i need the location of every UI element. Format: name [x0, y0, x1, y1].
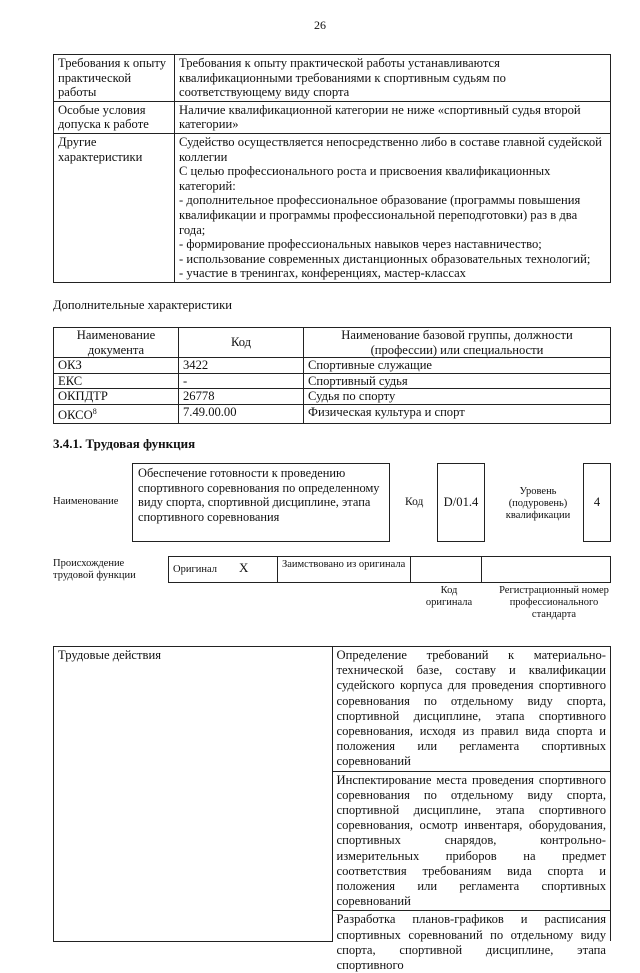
code-cell: 7.49.00.00	[179, 404, 304, 423]
line: - формирование профессиональных навыков через наставничество;	[179, 237, 542, 252]
code-cell: 3422	[179, 358, 304, 374]
table-row	[54, 358, 611, 374]
code-label: Код	[405, 496, 424, 508]
line: С целью профессионального роста и присвоения квалификационных категорий:	[179, 164, 551, 193]
column-header: Наименование базовой группы, должности (профессии) или специальности	[304, 328, 611, 358]
additional-characteristics-title: Дополнительные характеристики	[53, 298, 232, 312]
table-row	[54, 647, 611, 772]
additional-characteristics-table	[53, 327, 611, 424]
row-value: Наличие квалификационной категории не ниже «спортивный судья второй категории»	[175, 101, 611, 133]
column-header: Наименование документа	[54, 328, 179, 358]
row-label: Требования к опыту практической работы	[54, 55, 175, 102]
row-label: Особые условия допуска к работе	[54, 101, 175, 133]
table-row	[169, 557, 611, 583]
doc-cell	[54, 404, 179, 423]
labor-actions-label: Трудовые действия	[54, 647, 333, 942]
doc-cell: ОКЗ	[54, 358, 179, 374]
table-row	[54, 101, 611, 133]
section-title: 3.4.1. Трудовая функция	[53, 436, 196, 451]
page-number: 26	[314, 18, 326, 32]
name-cell: Спортивный судья	[304, 373, 611, 389]
level-label: Уровень (подуровень) квалификации	[505, 486, 571, 521]
table-row	[54, 133, 611, 282]
doc-text: ОКСО	[58, 408, 93, 423]
name-label: Наименование	[53, 496, 119, 507]
doc-cell: ЕКС	[54, 373, 179, 389]
doc-cell: ОКПДТР	[54, 389, 179, 405]
level-box: 4	[583, 463, 611, 542]
table-row	[54, 55, 611, 102]
row-value	[175, 133, 611, 282]
name-cell: Физическая культура и спорт	[304, 404, 611, 423]
code-caption: Код оригинала	[425, 585, 473, 608]
line: Судейство осуществляется непосредственно либо в составе главной судейской коллегии	[179, 134, 602, 164]
registration-caption: Регистрационный номер профессионального стандарта	[499, 585, 609, 620]
labor-action-item: Инспектирование места проведения спортивного соревнования по отдельному виду спорта, спортивной дисциплине, этапа спортивного соревнования, осмотр инвентаря, оборудования, спортивных снарядов, контрольно-измерительных приборов на предмет соответствия требованиям вида спорта и положения или регламента спортивных соревнований	[332, 771, 611, 911]
registration-number-cell	[482, 557, 611, 583]
origin-table	[168, 556, 611, 583]
table-header-row	[54, 328, 611, 358]
labor-actions-table	[53, 646, 611, 973]
line: - использование современных дистанционных образовательных технологий;	[179, 251, 591, 266]
original-cell	[169, 557, 278, 583]
table-row	[54, 389, 611, 405]
labor-action-text: Разработка планов-графиков и расписания спортивных соревнований по отдельному виду спорта, спортивной дисциплине, этапа спортивного	[336, 912, 606, 973]
footnote-mark: 8	[92, 406, 97, 416]
column-header: Код	[179, 328, 304, 358]
original-label: Оригинал	[173, 564, 217, 575]
row-value: Требования к опыту практической работы устанавливаются квалификационными требованиями к спортивным судьям по соответствующему виду спорта	[175, 55, 611, 102]
row-label: Другие характеристики	[54, 133, 175, 282]
original-code-cell	[411, 557, 482, 583]
borrowed-cell: Заимствовано из оригинала	[278, 557, 411, 583]
line: - дополнительное профессиональное образование (программы повышения квалификации и программы профессиональной переподготовки) раз в два года;	[179, 193, 581, 237]
name-cell: Спортивные служащие	[304, 358, 611, 374]
code-cell: -	[179, 373, 304, 389]
name-cell: Судья по спорту	[304, 389, 611, 405]
line: - участие в тренингах, конференциях, мастер-классах	[179, 266, 466, 281]
labor-action-item	[332, 911, 611, 973]
origin-label: Происхождение трудовой функции	[53, 558, 136, 581]
table-row	[54, 404, 611, 423]
original-mark: X	[239, 560, 249, 575]
labor-action-item: Определение требований к материально-технической базе, составу и квалификации судейского корпуса для проведения спортивного соревнования по отдельному виду спорта, спортивной дисциплине, этапа спортивного соревнования, исходя из правил вида спорта и положения или регламента спортивных соревнований	[332, 647, 611, 772]
function-code-box: D/01.4	[437, 463, 485, 542]
table-row	[54, 373, 611, 389]
function-name-box: Обеспечение готовности к проведению спортивного соревнования по определенному виду спорта, спортивной дисциплине, этапа спортивного соревнования	[132, 463, 390, 542]
requirements-table	[53, 54, 611, 283]
code-cell: 26778	[179, 389, 304, 405]
